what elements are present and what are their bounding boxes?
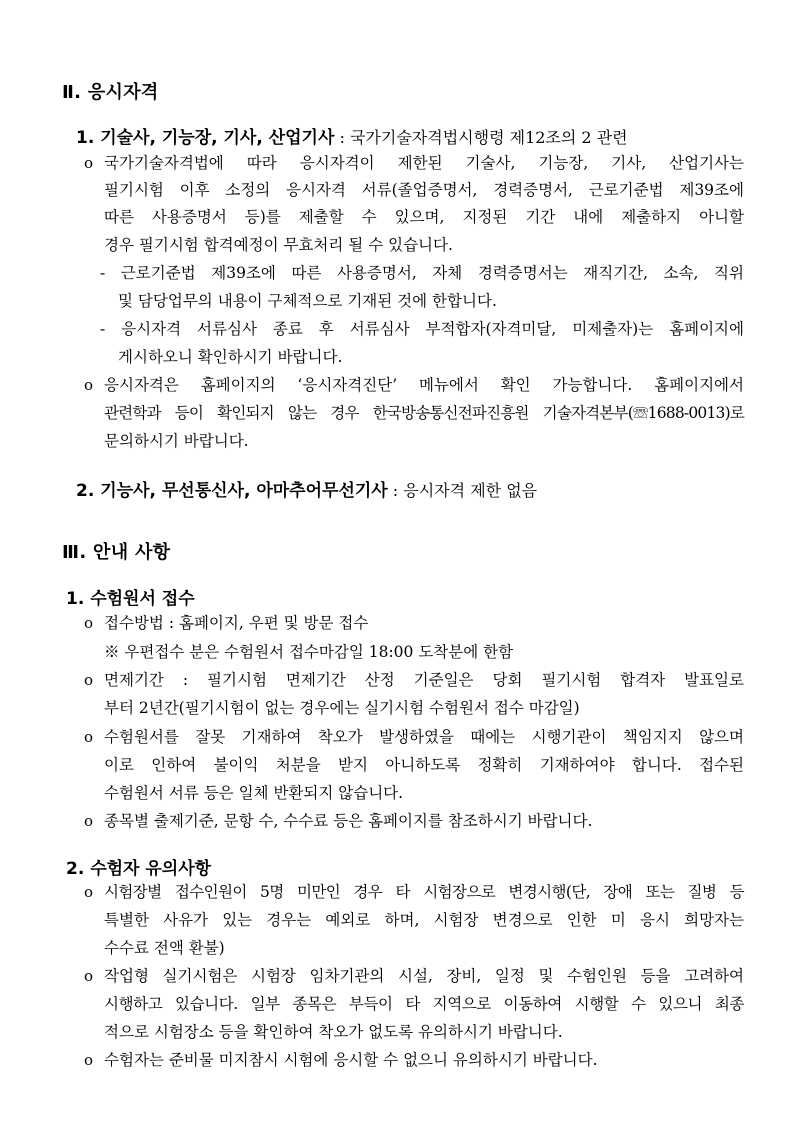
heading-note: : 응시자격 제한 없음 (387, 481, 538, 500)
paragraph-line: 접수방법 : 홈페이지, 우편 및 방문 접수 (104, 614, 369, 632)
bullet-marker: o (84, 883, 94, 901)
paragraph-line: 종목별 출제기준, 문항 수, 수수료 등은 홈페이지를 참조하시기 바랍니다. (104, 812, 593, 830)
section-3-title: Ⅲ. 안내 사항 (62, 542, 171, 563)
bullet-marker: o (84, 671, 94, 689)
bullet-marker: o (84, 1051, 94, 1069)
section-2-item-2-heading (76, 476, 537, 501)
paragraph-line: 필기시험 이후 소정의 응시자격 서류(졸업증명서, 경력증명서, 근로기준법 제39조에 (104, 181, 744, 199)
paragraph-line: 게시하오니 확인하시기 바랍니다. (118, 348, 343, 366)
paragraph-line: 수수료 전액 환불) (104, 939, 225, 957)
paragraph-line: 관련학과 등이 확인되지 않는 경우 한국방송통신전파진흥원 기술자격본부(☏1688-0013)로 (104, 404, 744, 422)
paragraph-line: 시행하고 있습니다. 일부 종목은 부득이 타 지역으로 이동하여 시행할 수 있으니 최종 (104, 995, 744, 1013)
paragraph-line: 부터 2년간(필기시험이 없는 경우에는 실기시험 수험원서 접수 마감일) (104, 699, 580, 717)
paragraph-line: 국가기술자격법에 따라 응시자격이 제한된 기술사, 기능장, 기사, 산업기사는 (104, 154, 744, 172)
bullet-marker: o (84, 967, 94, 985)
heading-text: 1. 기술사, 기능장, 기사, 산업기사 (76, 128, 335, 148)
heading-text: 2. 기능사, 무선통신사, 아마추어무선기사 (76, 481, 388, 501)
paragraph-line: 면제기간 : 필기시험 면제기간 산정 기준일은 당회 필기시험 합격자 발표일로 (104, 671, 744, 689)
heading-note: : 국가기술자격법시행령 제12조의 2 관련 (334, 128, 628, 147)
paragraph-line: - 근로기준법 제39조에 따른 사용증명서, 자체 경력증명서는 재직기간, 소속, 직위 (100, 264, 744, 282)
paragraph-line: 수험원서를 잘못 기재하여 착오가 발생하였을 때에는 시행기관이 책임지지 않으며 (104, 728, 744, 746)
paragraph-line: 이로 인하여 불이익 처분을 받지 아니하도록 정확히 기재하여야 합니다. 접수된 (104, 756, 744, 774)
reference-note: ※ 우편접수 분은 수험원서 접수마감일 18:00 도착분에 한함 (104, 643, 514, 661)
paragraph-line: - 응시자격 서류심사 종료 후 서류심사 부적합자(자격미달, 미제출자)는 홈페이지에 (100, 320, 744, 338)
bullet-marker: o (84, 728, 94, 746)
paragraph-line: 시험장별 접수인원이 5명 미만인 경우 타 시험장으로 변경시행(단, 장애 또는 질병 등 (104, 883, 744, 901)
section-2-item-1-heading (76, 123, 628, 148)
paragraph-line: 응시자격은 홈페이지의 ‘응시자격진단’ 메뉴에서 확인 가능합니다. 홈페이지에서 (104, 376, 744, 394)
section-2-title: Ⅱ. 응시자격 (62, 82, 159, 103)
bullet-marker: o (84, 154, 94, 172)
bullet-marker: o (84, 614, 94, 632)
bullet-marker: o (84, 812, 94, 830)
bullet-marker: o (84, 376, 94, 394)
heading-text: 1. 수험원서 접수 (66, 589, 195, 609)
paragraph-line: 수험자는 준비물 미지참시 시험에 응시할 수 없으니 유의하시기 바랍니다. (104, 1051, 598, 1069)
paragraph-line: 특별한 사유가 있는 경우는 예외로 하며, 시험장 변경으로 인한 미 응시 희망자는 (104, 911, 744, 929)
section-3-item-2-heading (66, 854, 211, 879)
paragraph-line: 따른 사용증명서 등)를 제출할 수 있으며, 지정된 기간 내에 제출하지 아니할 (104, 208, 744, 226)
heading-text: 2. 수험자 유의사항 (66, 859, 212, 879)
paragraph-line: 수험원서 서류 등은 일체 반환되지 않습니다. (104, 784, 404, 802)
paragraph-line: 문의하시기 바랍니다. (104, 432, 249, 450)
paragraph-line: 적으로 시험장소 등을 확인하여 착오가 없도록 유의하시기 바랍니다. (104, 1023, 563, 1041)
paragraph-line: 경우 필기시험 합격예정이 무효처리 될 수 있습니다. (104, 236, 453, 254)
section-3-item-1-heading (66, 584, 195, 609)
paragraph-line: 작업형 실기시험은 시험장 임차기관의 시설, 장비, 일정 및 수험인원 등을 고려하여 (104, 967, 744, 985)
paragraph-line: 및 담당업무의 내용이 구체적으로 기재된 것에 한합니다. (118, 292, 497, 310)
